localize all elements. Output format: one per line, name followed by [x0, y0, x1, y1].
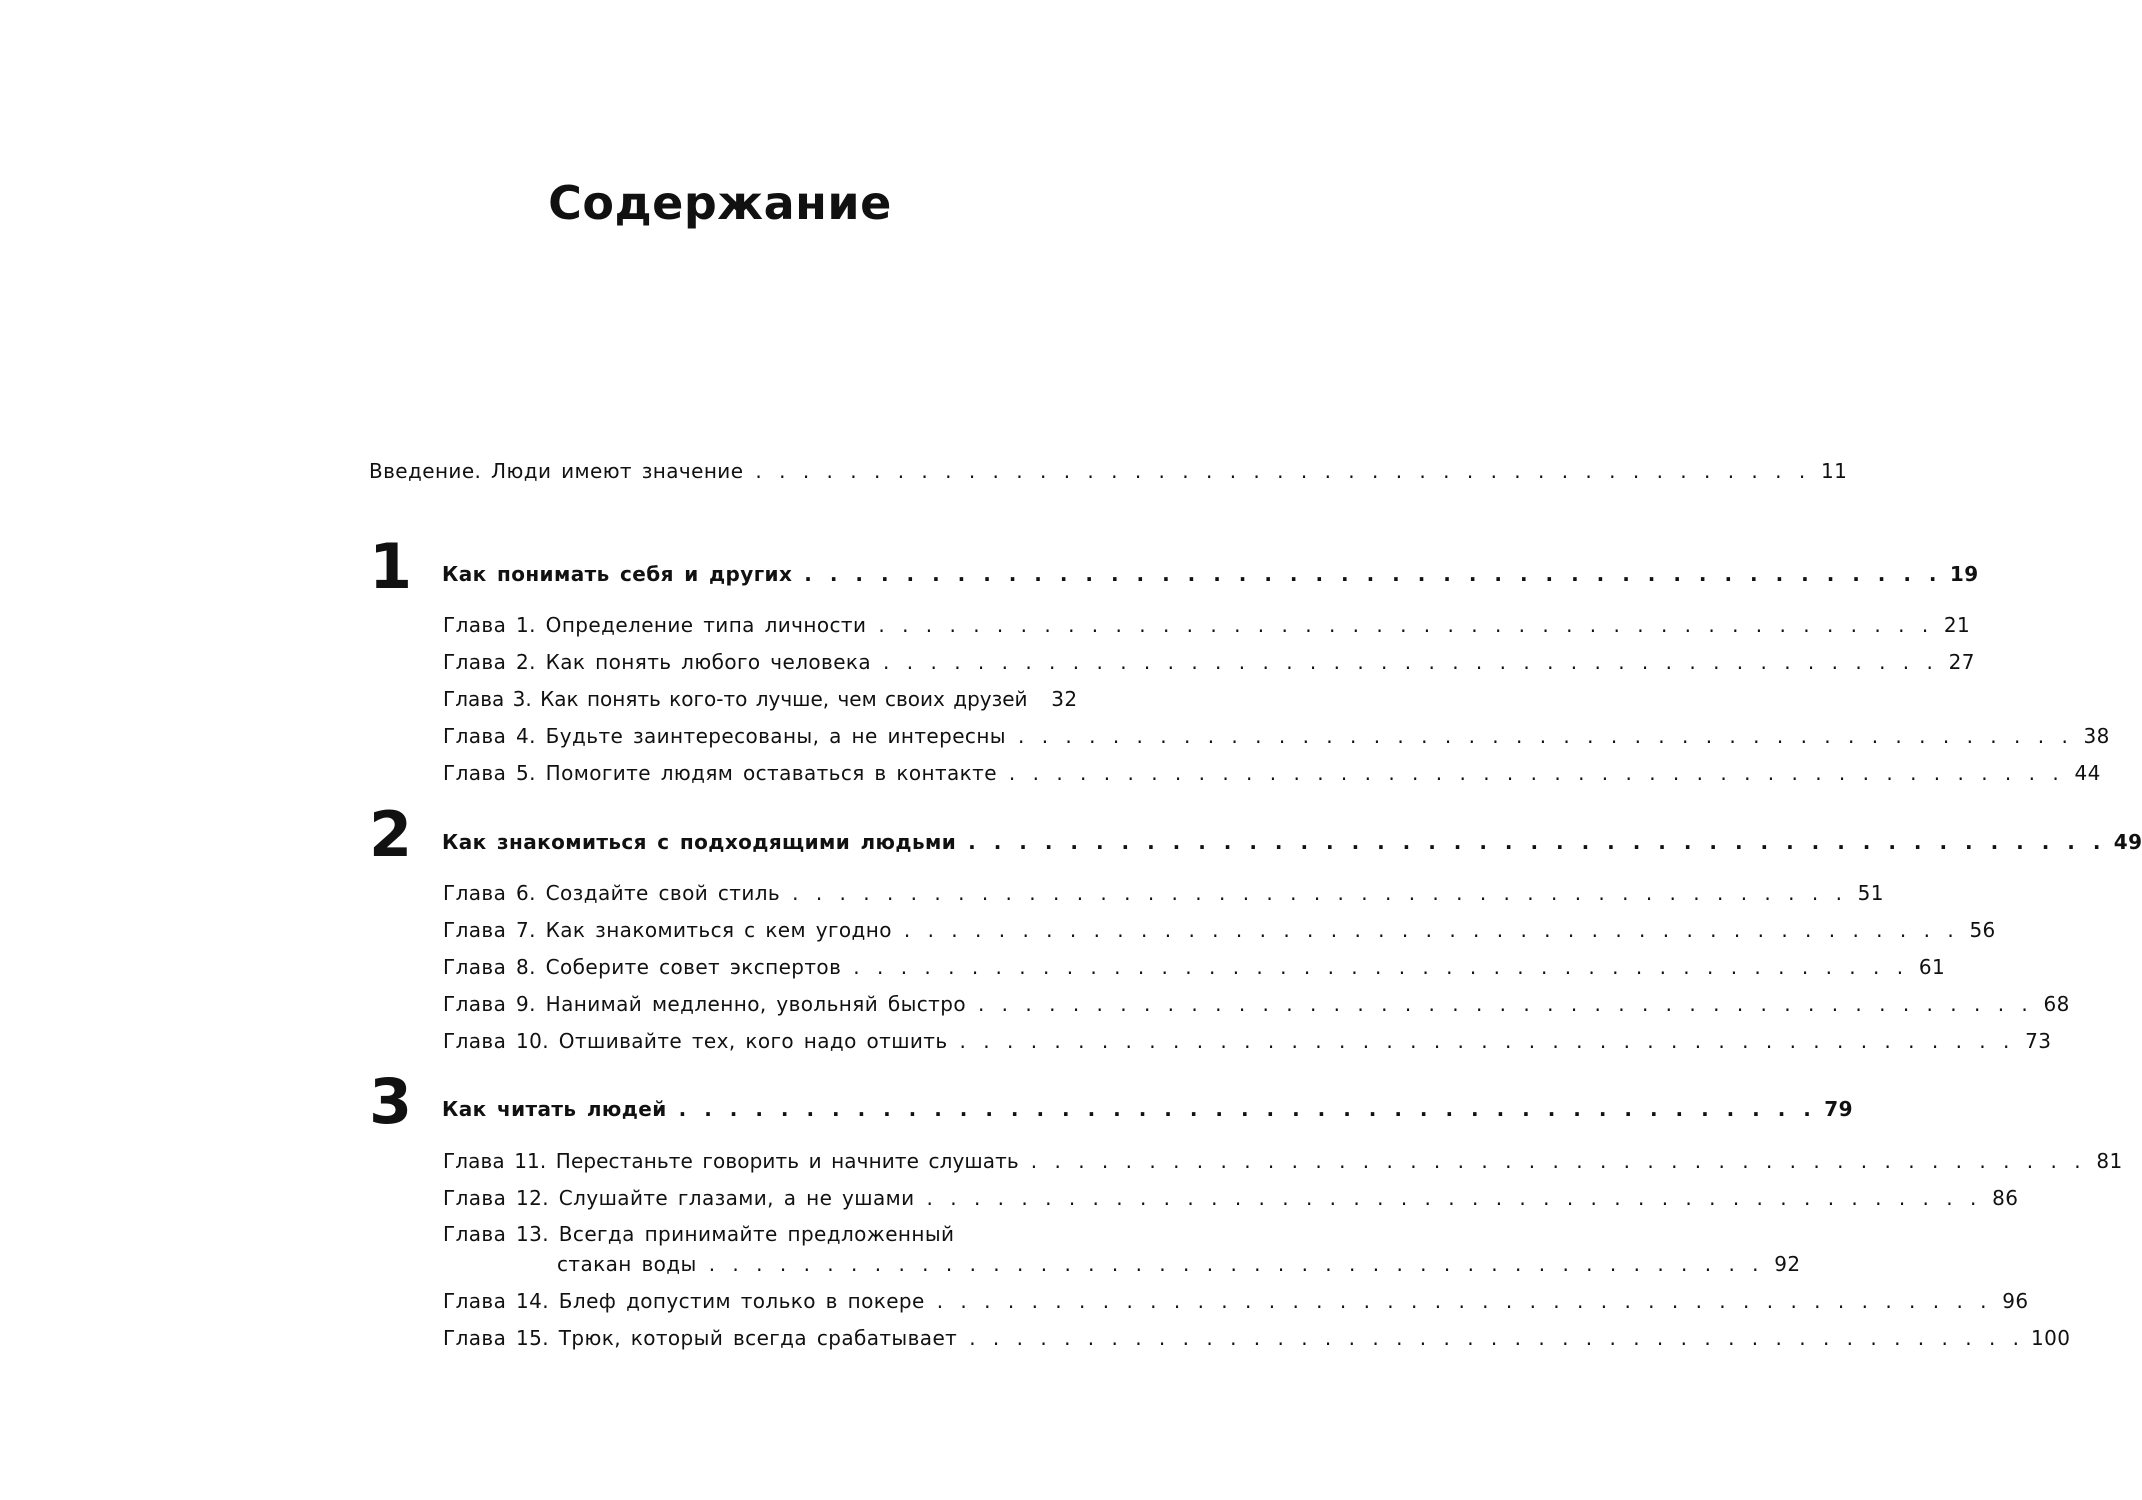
chapter-label: Глава 10. Отшивайте тех, кого надо отшить [443, 1029, 948, 1053]
dot-leader: . . . . . . . . . . . . . . . . . . . . . . . . . . . . . . . . . . . . . . . . . . . . . [969, 1326, 2024, 1350]
part-number: 1 [369, 530, 412, 603]
chapter-page: 27 [1948, 650, 1975, 674]
dot-leader: . . . . . . . . . . . . . . . . . . . . . . . . . . . . . . . . . . . . . . . . . . . . . [1030, 1149, 2085, 1173]
toc-chapter-14[interactable] [443, 1289, 2029, 1313]
toc-chapter-10[interactable] [443, 1029, 2052, 1053]
chapter-label-continuation: стакан воды [557, 1252, 697, 1276]
toc-chapter-9[interactable] [443, 992, 2070, 1016]
toc-chapter-6[interactable] [443, 881, 1884, 905]
chapter-label: Глава 5. Помогите людям оставаться в контакте [443, 761, 997, 785]
chapter-label: Глава 3. Как понять кого-то лучше, чем своих друзей [443, 687, 1028, 711]
part-title: Как знакомиться с подходящими людьми [442, 830, 957, 854]
chapter-page: 56 [1969, 918, 1996, 942]
dot-leader: . . . . . . . . . . . . . . . . . . . . . . . . . . . . . . . . . . . . . . . . . . . . . [903, 918, 1958, 942]
chapter-page: 61 [1918, 955, 1946, 979]
chapter-page: 92 [1774, 1252, 1801, 1276]
chapter-page: 73 [2025, 1029, 2052, 1053]
chapter-label: Глава 4. Будьте заинтересованы, а не интересны [443, 724, 1006, 748]
chapter-page: 96 [2002, 1289, 2029, 1313]
chapter-page: 86 [1992, 1186, 2019, 1210]
part-page: 19 [1949, 562, 1979, 586]
toc-chapter-3[interactable] [443, 687, 1078, 711]
toc-entry-page: 11 [1820, 459, 1848, 483]
dot-leader: . . . . . . . . . . . . . . . . . . . . . . . . . . . . . . . . . . . . . . . . . . . . . [878, 613, 1933, 637]
toc-chapter-5[interactable] [443, 761, 2101, 785]
dot-leader: . . . . . . . . . . . . . . . . . . . . . . . . . . . . . . . . . . . . . . . . . . . . . [977, 992, 2032, 1016]
chapter-label: Глава 8. Соберите совет экспертов [443, 955, 842, 979]
toc-chapter-11[interactable] [443, 1149, 2123, 1173]
toc-chapter-1[interactable] [443, 613, 1971, 637]
toc-chapter-15[interactable] [443, 1326, 2071, 1350]
toc-part-2[interactable] [442, 830, 2142, 854]
dot-leader: . . . . . . . . . . . . . . . . . . . . . . . . . . . . . . . . . . . . . . . . . . . . . [708, 1252, 1763, 1276]
dot-leader: . . . . . . . . . . . . . . . . . . . . . . . . . . . . . . . . . . . . . . . . . . . . . [755, 459, 1810, 483]
dot-leader: . . . . . . . . . . . . . . . . . . . . . . . . . . . . . . . . . . . . . . . . . . . . . [1008, 761, 2063, 785]
chapter-label: Глава 2. Как понять любого человека [443, 650, 872, 674]
chapter-label: Глава 7. Как знакомиться с кем угодно [443, 918, 892, 942]
dot-leader: . . . . . . . . . . . . . . . . . . . . . . . . . . . . . . . . . . . . . . . . . . . . . [968, 830, 2105, 854]
toc-chapter-2[interactable] [443, 650, 1975, 674]
chapter-label: Глава 13. Всегда принимайте предложенный [443, 1222, 955, 1246]
part-page: 49 [2113, 830, 2142, 854]
part-title: Как понимать себя и других [442, 562, 793, 586]
toc-chapter-7[interactable] [443, 918, 1996, 942]
toc-entry-intro[interactable] [369, 459, 1848, 483]
part-number: 3 [369, 1065, 412, 1138]
chapter-page: 51 [1857, 881, 1884, 905]
dot-leader: . . . . . . . . . . . . . . . . . . . . . . . . . . . . . . . . . . . . . . . . . . . . . [853, 955, 1908, 979]
page-title: Содержание [548, 176, 892, 230]
chapter-label: Глава 6. Создайте свой стиль [443, 881, 781, 905]
dot-leader: . . . . . . . . . . . . . . . . . . . . . . . . . . . . . . . . . . . . . . . . . . . . . [959, 1029, 2014, 1053]
chapter-page: 81 [2096, 1149, 2123, 1173]
chapter-label: Глава 1. Определение типа личности [443, 613, 867, 637]
dot-leader: . . . . . . . . . . . . . . . . . . . . . . . . . . . . . . . . . . . . . . . . . . . . . [1017, 724, 2072, 748]
toc-part-1[interactable] [442, 562, 1979, 586]
chapter-label: Глава 12. Слушайте глазами, а не ушами [443, 1186, 915, 1210]
chapter-page: 21 [1943, 613, 1971, 637]
part-title: Как читать людей [442, 1097, 667, 1121]
toc-chapter-8[interactable] [443, 955, 1946, 979]
dot-leader: . . . . . . . . . . . . . . . . . . . . . . . . . . . . . . . . . . . . . . . . . . . . . [792, 881, 1846, 905]
chapter-label: Глава 9. Нанимай медленно, увольняй быстро [443, 992, 966, 1016]
chapter-page: 100 [2031, 1326, 2071, 1350]
chapter-label: Глава 14. Блеф допустим только в покере [443, 1289, 925, 1313]
toc-entry-label: Введение. Люди имеют значение [369, 459, 744, 483]
dot-leader: . . . . . . . . . . . . . . . . . . . . . . . . . . . . . . . . . . . . . . . . . . . . . [883, 650, 1937, 674]
chapter-label: Глава 11. Перестаньте говорить и начните слушать [443, 1149, 1019, 1173]
chapter-page: 32 [1051, 687, 1078, 711]
part-page: 79 [1824, 1097, 1853, 1121]
dot-leader: . . . . . . . . . . . . . . . . . . . . . . . . . . . . . . . . . . . . . . . . . . . . . [936, 1289, 1991, 1313]
dot-leader: . . . . . . . . . . . . . . . . . . . . . . . . . . . . . . . . . . . . . . . . . . . . . [926, 1186, 1981, 1210]
dot-leader: . . . . . . . . . . . . . . . . . . . . . . . . . . . . . . . . . . . . . . . . . . . . . [804, 562, 1941, 586]
toc-chapter-12[interactable] [443, 1186, 2019, 1210]
chapter-page: 38 [2083, 724, 2110, 748]
chapter-page: 44 [2074, 761, 2101, 785]
chapter-page: 68 [2043, 992, 2070, 1016]
part-number: 2 [369, 798, 412, 871]
chapter-label: Глава 15. Трюк, который всегда срабатывает [443, 1326, 958, 1350]
toc-part-3[interactable] [442, 1097, 1853, 1121]
toc-chapter-4[interactable] [443, 724, 2110, 748]
dot-leader: . . . . . . . . . . . . . . . . . . . . . . . . . . . . . . . . . . . . . . . . . . . . . [678, 1097, 1815, 1121]
